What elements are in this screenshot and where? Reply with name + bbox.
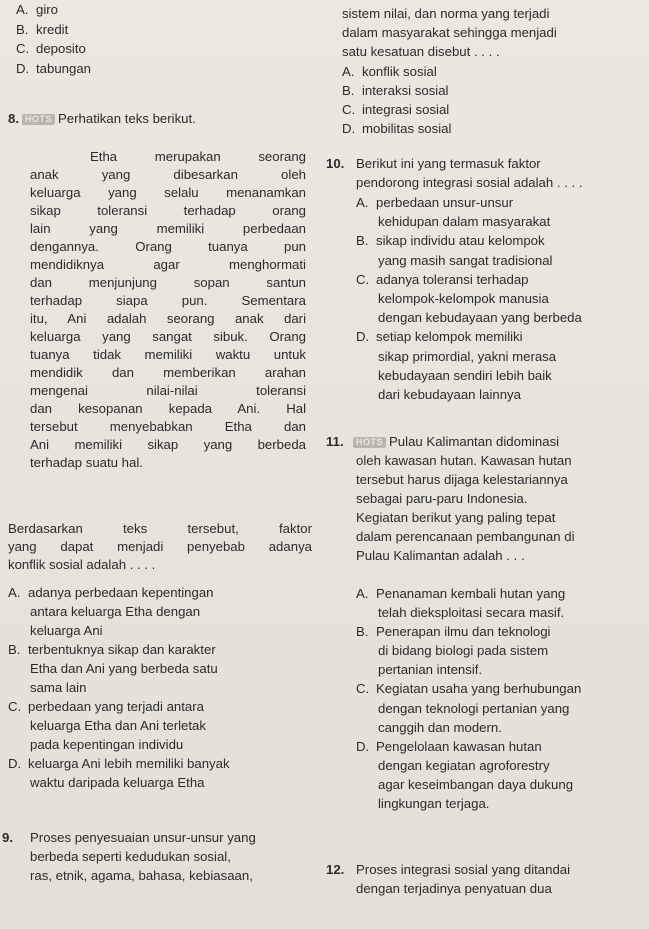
question-line: dalam masyarakat sehingga menjadi (342, 25, 557, 40)
option-line: waktu daripada keluarga Etha (30, 775, 205, 790)
passage-line: sikap toleransi terhadap orang (30, 203, 306, 218)
passage-line: tersebut menyebabkan Etha dan (30, 419, 306, 434)
q9-tail (342, 4, 644, 61)
question-number: 8. (8, 111, 19, 126)
passage-line: dan kesopanan kepada Ani. Hal (30, 401, 306, 416)
passage-line: dengannya. Orang tuanya pun (30, 239, 306, 254)
question-line: Pulau Kalimantan adalah . . . (356, 548, 525, 563)
question-10 (326, 154, 644, 192)
option-b: B. terbentuknya sikap dan karakter (8, 642, 216, 657)
q8-passage (30, 148, 306, 471)
passage-line: itu, Ani adalah seorang anak dari (30, 311, 306, 326)
question-11 (326, 432, 644, 565)
q9-options (342, 62, 644, 138)
option-line: agar keseimbangan daya dukung (378, 776, 574, 792)
q11-options (356, 584, 644, 813)
option-b: B. sikap individu atau kelompok (356, 233, 545, 249)
passage-line: anak yang dibesarkan oleh (30, 167, 306, 182)
passage-line: keluarga yang selalu menanamkan (30, 185, 306, 200)
q10-options (356, 193, 644, 404)
option-line: pada kepentingan individu (30, 737, 184, 752)
option-line: sikap primordial, yakni merasa (378, 348, 557, 364)
option-line: sama lain (30, 680, 87, 695)
question-number: 10. (326, 156, 345, 171)
option-d: D. keluarga Ani lebih memiliki banyak (8, 756, 230, 771)
passage-line: dan menjunjung sopan santun (30, 275, 306, 290)
question-prompt: Perhatikan teks berikut. (58, 111, 196, 126)
question-line: Proses penyesuaian unsur-unsur yang (30, 830, 256, 845)
option-d: D. tabungan (16, 60, 92, 76)
option-line: dengan kebudayaan yang berbeda (378, 310, 582, 326)
option-line: pertanian intensif. (378, 662, 483, 678)
question-number: 12. (326, 862, 345, 877)
passage-line: mendidiknya agar menghormati (30, 257, 306, 272)
passage-line: lain yang memiliki perbedaan (30, 221, 306, 236)
option-line: yang masih sangat tradisional (378, 252, 553, 268)
option-d: D. mobilitas sosial (342, 121, 452, 136)
question-line: Berdasarkan teks tersebut, faktor (8, 521, 312, 536)
option-a: A. perbedaan unsur-unsur (356, 195, 514, 210)
option-line: dari kebudayaan lainnya (378, 386, 521, 402)
question-line: konflik sosial adalah . . . . (8, 557, 156, 572)
option-b: B. kredit (16, 21, 69, 37)
question-line: berbeda seperti kedudukan sosial, (30, 849, 231, 864)
passage-line: keluarga yang sangat sibuk. Orang (30, 329, 306, 344)
option-a: A. giro (16, 2, 58, 17)
option-c: C. perbedaan yang terjadi antara (8, 699, 204, 714)
passage-line: mendidik dan memberikan arahan (30, 365, 306, 380)
question-line: Berikut ini yang termasuk faktor (356, 156, 541, 171)
option-d: D. setiap kelompok memiliki (356, 329, 523, 345)
question-line: Kegiatan berikut yang paling tepat (356, 510, 556, 525)
option-b: B. interaksi sosial (342, 83, 449, 98)
option-line: antara keluarga Etha dengan (30, 604, 201, 619)
option-a: A. adanya perbedaan kepentingan (8, 585, 214, 600)
q8-question (8, 520, 312, 573)
question-line: oleh kawasan hutan. Kawasan hutan (356, 453, 572, 468)
option-d: D. Pengelolaan kawasan hutan (356, 738, 542, 754)
passage-line: terhadap suatu hal. (30, 455, 143, 470)
option-line: telah dieksploitasi secara masif. (378, 605, 565, 621)
question-line: dalam perencanaan pembangunan di (356, 529, 575, 544)
question-line: sistem nilai, dan norma yang terjadi (342, 6, 550, 21)
question-12 (326, 860, 644, 898)
question-9 (2, 828, 312, 885)
passage-line: mengenai nilai-nilai toleransi (30, 383, 306, 398)
option-line: lingkungan terjaga. (378, 796, 490, 812)
question-line: ras, etnik, agama, bahasa, kebiasaan, (30, 868, 253, 883)
option-a: A. konflik sosial (342, 64, 437, 79)
option-c: C. adanya toleransi terhadap (356, 271, 529, 287)
option-line: kelompok-kelompok manusia (378, 290, 549, 306)
question-line: satu kesatuan disebut . . . . (342, 44, 500, 59)
question-line: yang dapat menjadi penyebab adanya (8, 539, 312, 554)
q7-options-tail (8, 2, 320, 77)
option-b: B. Penerapan ilmu dan teknologi (356, 624, 551, 640)
question-line: pendorong integrasi sosial adalah . . . . (356, 175, 583, 190)
option-line: kebudayaan sendiri lebih baik (378, 367, 552, 383)
hots-badge: HOTS (353, 437, 386, 448)
hots-badge: HOTS (22, 114, 55, 125)
question-line: Pulau Kalimantan didominasi (389, 434, 560, 449)
option-c: C. Kegiatan usaha yang berhubungan (356, 681, 582, 697)
option-c: C. deposito (16, 41, 86, 56)
question-number: 9. (2, 830, 13, 845)
option-line: di bidang biologi pada sistem (378, 643, 549, 659)
question-number: 11. (326, 434, 344, 449)
question-line: Proses integrasi sosial yang ditandai (356, 862, 571, 877)
question-line: sebagai paru-paru Indonesia. (356, 491, 528, 506)
question-line: dengan terjadinya penyatuan dua (356, 881, 552, 896)
option-a: A. Penanaman kembali hutan yang (356, 586, 566, 601)
question-8-header (8, 111, 320, 128)
passage-line: tuanya tidak memiliki waktu untuk (30, 347, 306, 362)
question-line: tersebut harus dijaga kelestariannya (356, 472, 568, 487)
option-line: keluarga Ani (30, 623, 103, 638)
passage-line: Etha merupakan seorang (90, 149, 306, 164)
option-line: kehidupan dalam masyarakat (378, 214, 551, 230)
option-c: C. integrasi sosial (342, 102, 450, 117)
option-line: dengan kegiatan agroforestry (378, 757, 550, 773)
passage-line: Ani memiliki sikap yang berbeda (30, 437, 306, 452)
option-line: keluarga Etha dan Ani terletak (30, 718, 206, 733)
option-line: dengan teknologi pertanian yang (378, 700, 570, 716)
option-line: Etha dan Ani yang berbeda satu (30, 661, 218, 676)
passage-line: terhadap siapa pun. Sementara (30, 293, 306, 308)
option-line: canggih dan modern. (378, 719, 502, 735)
q8-options (8, 583, 312, 792)
